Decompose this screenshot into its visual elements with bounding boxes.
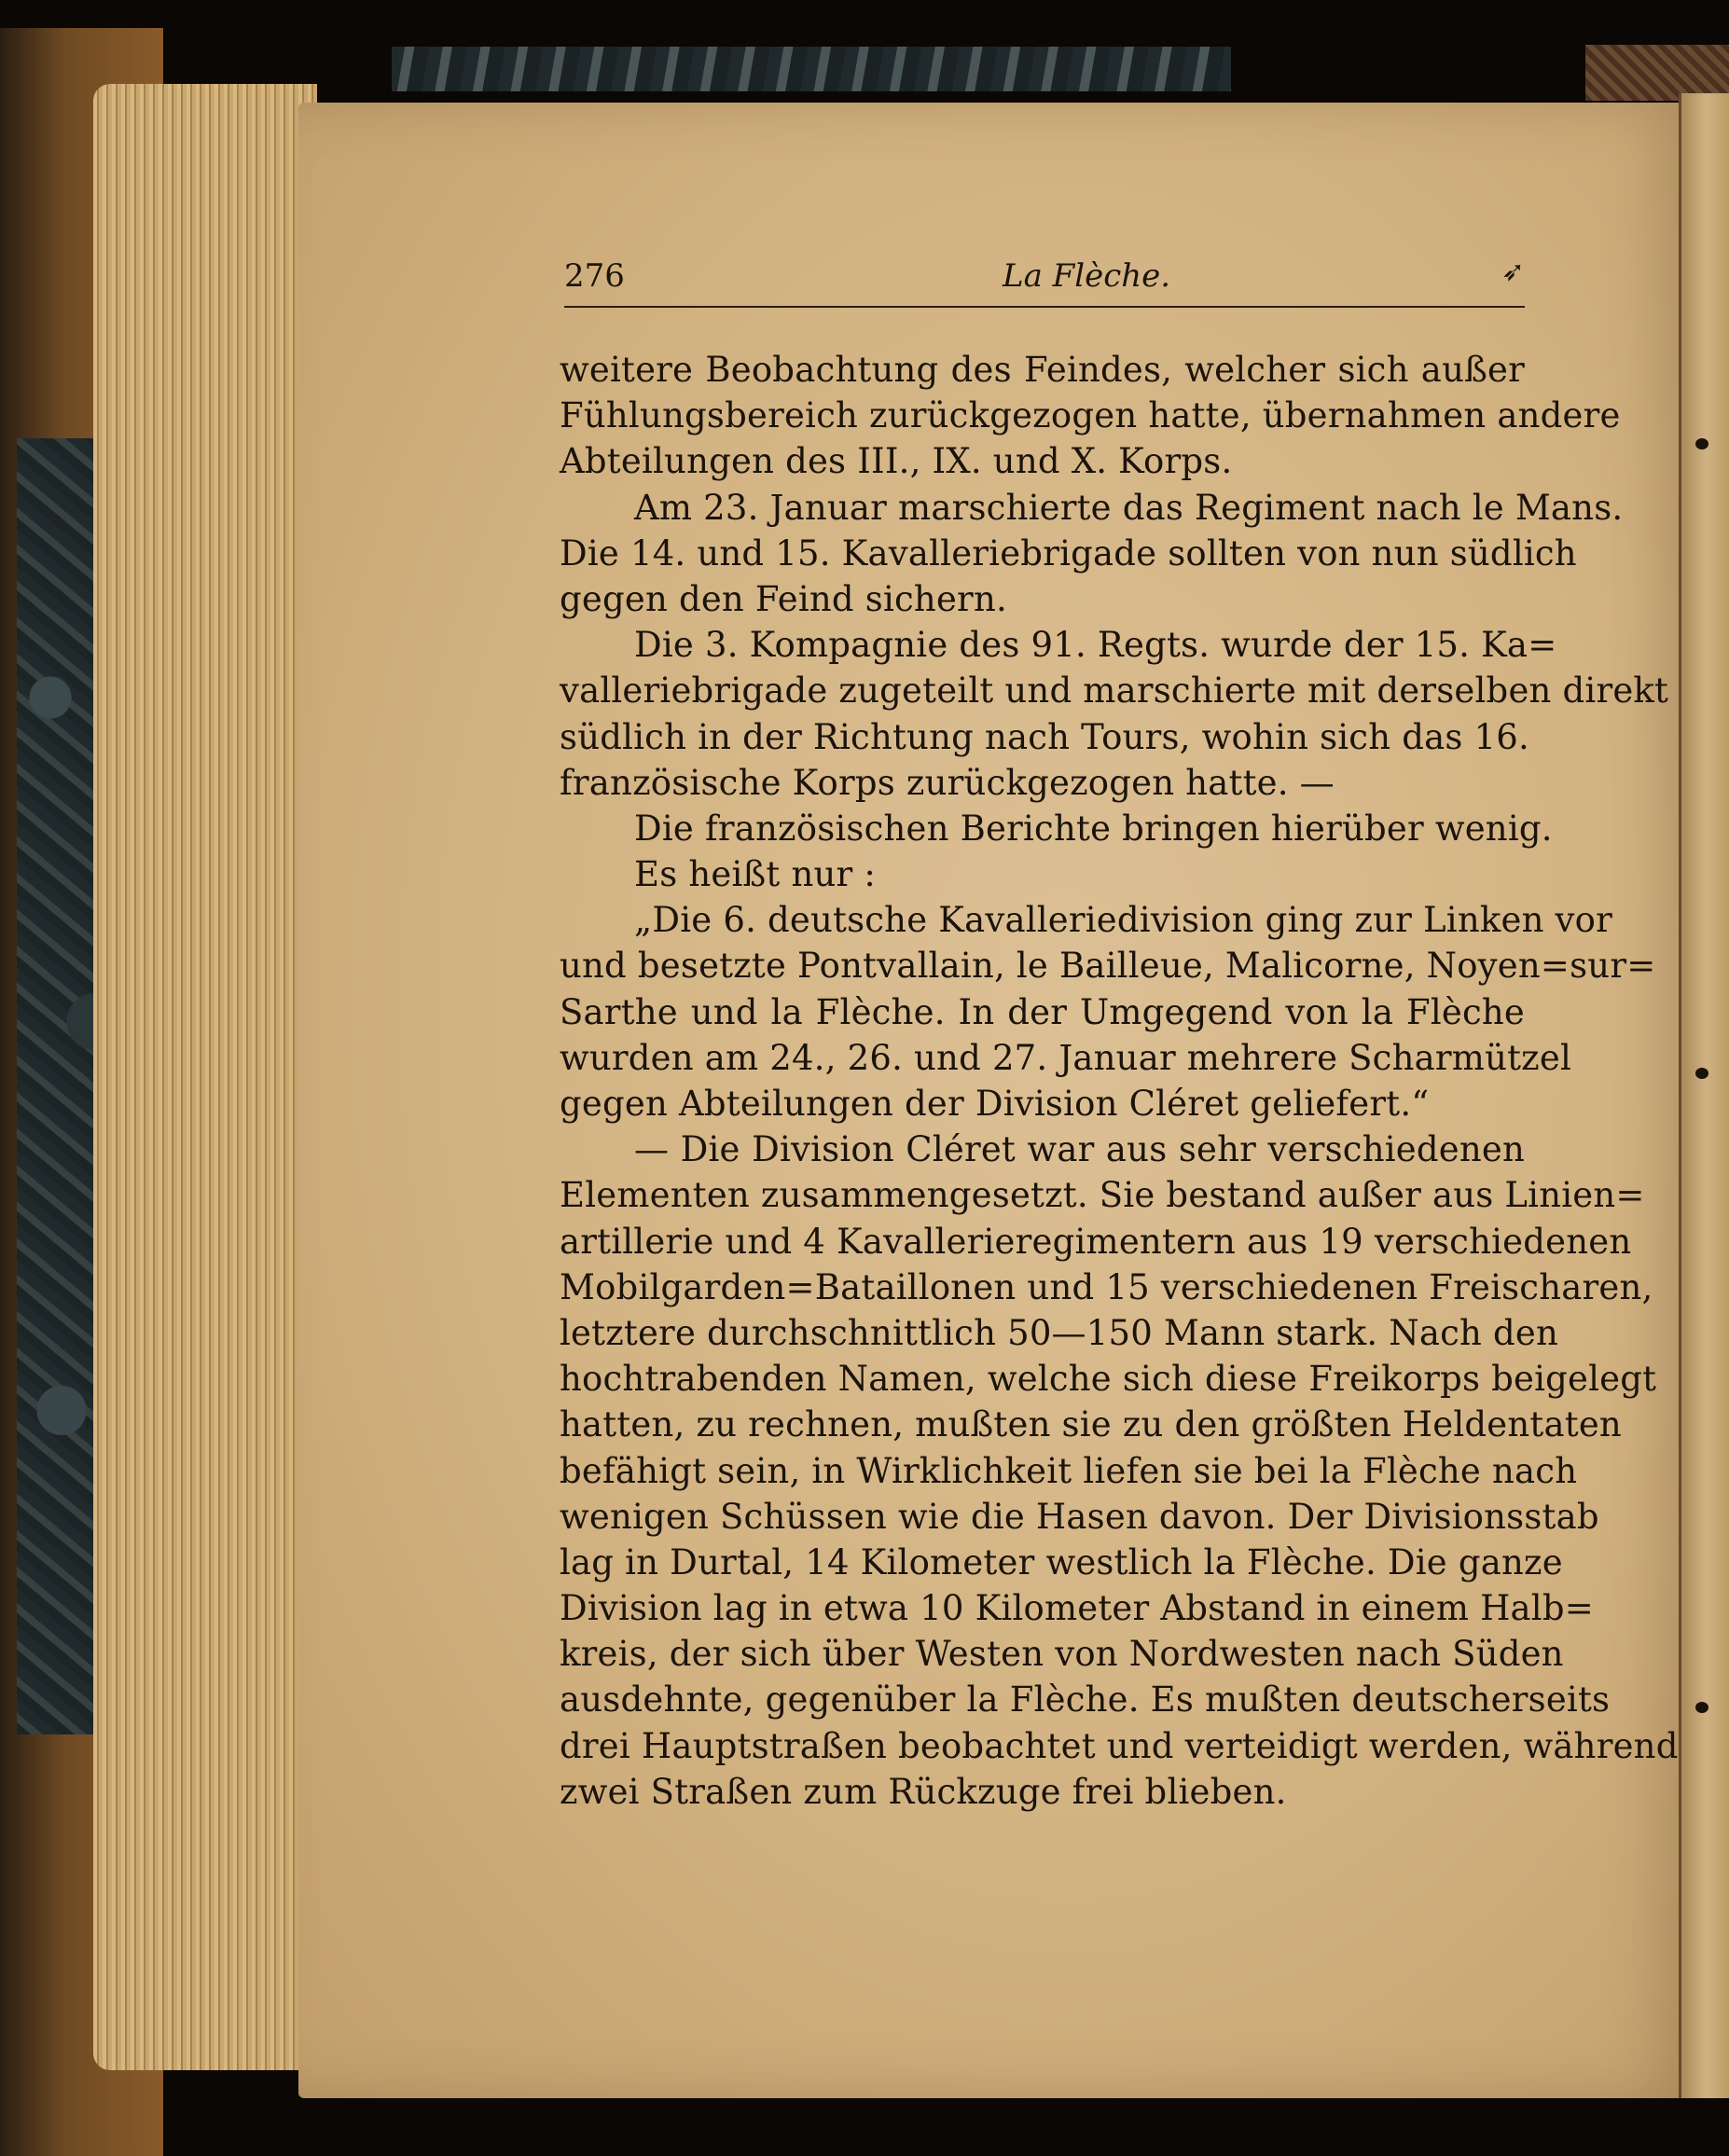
text-line: weitere Beobachtung des Feindes, welcher sich außer — [560, 350, 1525, 390]
text-line: und besetzte Pontvallain, le Bailleue, Malicorne, Noyen=sur= — [560, 946, 1656, 987]
header-rule — [564, 306, 1525, 308]
text-line: valleriebrigade zugeteilt und marschierte mit derselben direkt — [560, 670, 1669, 712]
text-line: zwei Straßen zum Rückzuge frei blieben. — [560, 1771, 1287, 1812]
text-line: gegen den Feind sichern. — [560, 578, 1007, 619]
text-line: hochtrabenden Namen, welche sich diese Freikorps beigelegt — [560, 1359, 1657, 1400]
text-line: ausdehnte, gegenüber la Flèche. Es mußten deutscherseits — [560, 1679, 1611, 1721]
text-line: gegen Abteilungen der Division Cléret geliefert.“ — [560, 1084, 1430, 1124]
text-line: südlich in der Richtung nach Tours, wohin sich das 16. — [560, 716, 1529, 757]
binding-thread-mark — [1695, 1068, 1708, 1079]
text-line: Abteilungen des III., IX. und X. Korps. — [560, 441, 1233, 482]
text-line: wenigen Schüssen wie die Hasen davon. Der Divisionsstab — [560, 1496, 1599, 1537]
text-line: Fühlungsbereich zurückgezogen hatte, übernahmen andere — [560, 395, 1621, 436]
binding-cloth — [1585, 45, 1729, 101]
text-line: französische Korps zurückgezogen hatte. — — [560, 762, 1335, 803]
text-line: letztere durchschnittlich 50—150 Mann stark. Nach den — [560, 1312, 1559, 1353]
binding-thread-mark — [1695, 1702, 1708, 1713]
text-line: Die 14. und 15. Kavalleriebrigade sollten von nun südlich — [560, 532, 1577, 574]
text-line: kreis, der sich über Westen von Nordwesten nach Süden — [560, 1634, 1564, 1675]
text-line: Sarthe und la Flèche. In der Umgegend von la Flèche — [560, 991, 1525, 1032]
page-number: 276 — [564, 257, 625, 295]
text-line: drei Hauptstraßen beobachtet und verteidigt werden, während — [560, 1725, 1679, 1766]
text-line: „Die 6. deutsche Kavalleriedivision ging zur Linken vor — [634, 900, 1613, 941]
text-line: Mobilgarden=Bataillonen und 15 verschiedenen Freischaren, — [560, 1266, 1653, 1307]
text-line: hatten, zu rechnen, mußten sie zu den größten Heldentaten — [560, 1404, 1622, 1445]
text-line: Am 23. Januar marschierte das Regiment nach le Mans. — [634, 487, 1624, 528]
text-line: lag in Durtal, 14 Kilometer westlich la Flèche. Die ganze — [560, 1541, 1563, 1582]
running-title: La Flèche. — [1003, 257, 1171, 295]
text-line: Es heißt nur : — [634, 854, 877, 895]
text-line: wurden am 24., 26. und 27. Januar mehrere Scharmützel — [560, 1037, 1571, 1078]
marbled-edge-top — [392, 47, 1231, 91]
page-stack-edges — [93, 84, 317, 2070]
text-line: — Die Division Cléret war aus sehr verschiedenen — [634, 1129, 1525, 1170]
text-line: artillerie und 4 Kavallerieregimentern aus 19 verschiedenen — [560, 1221, 1632, 1262]
binding-thread-mark — [1695, 438, 1708, 449]
text-line: Elementen zusammengesetzt. Sie bestand außer aus Linien= — [560, 1175, 1645, 1216]
book-gutter — [1679, 93, 1729, 2098]
body-text — [560, 347, 1679, 1815]
text-line: Division lag in etwa 10 Kilometer Abstand in einem Halb= — [560, 1588, 1594, 1629]
text-line: befähigt sein, in Wirklichkeit liefen sie bei la Flèche nach — [560, 1450, 1578, 1491]
text-line: Die 3. Kompagnie des 91. Regts. wurde der 15. Ka= — [634, 625, 1557, 666]
running-head — [564, 252, 1525, 298]
arrow-mark-icon: ➶ — [1501, 256, 1525, 288]
text-line: Die französischen Berichte bringen hierüber wenig. — [634, 808, 1553, 849]
